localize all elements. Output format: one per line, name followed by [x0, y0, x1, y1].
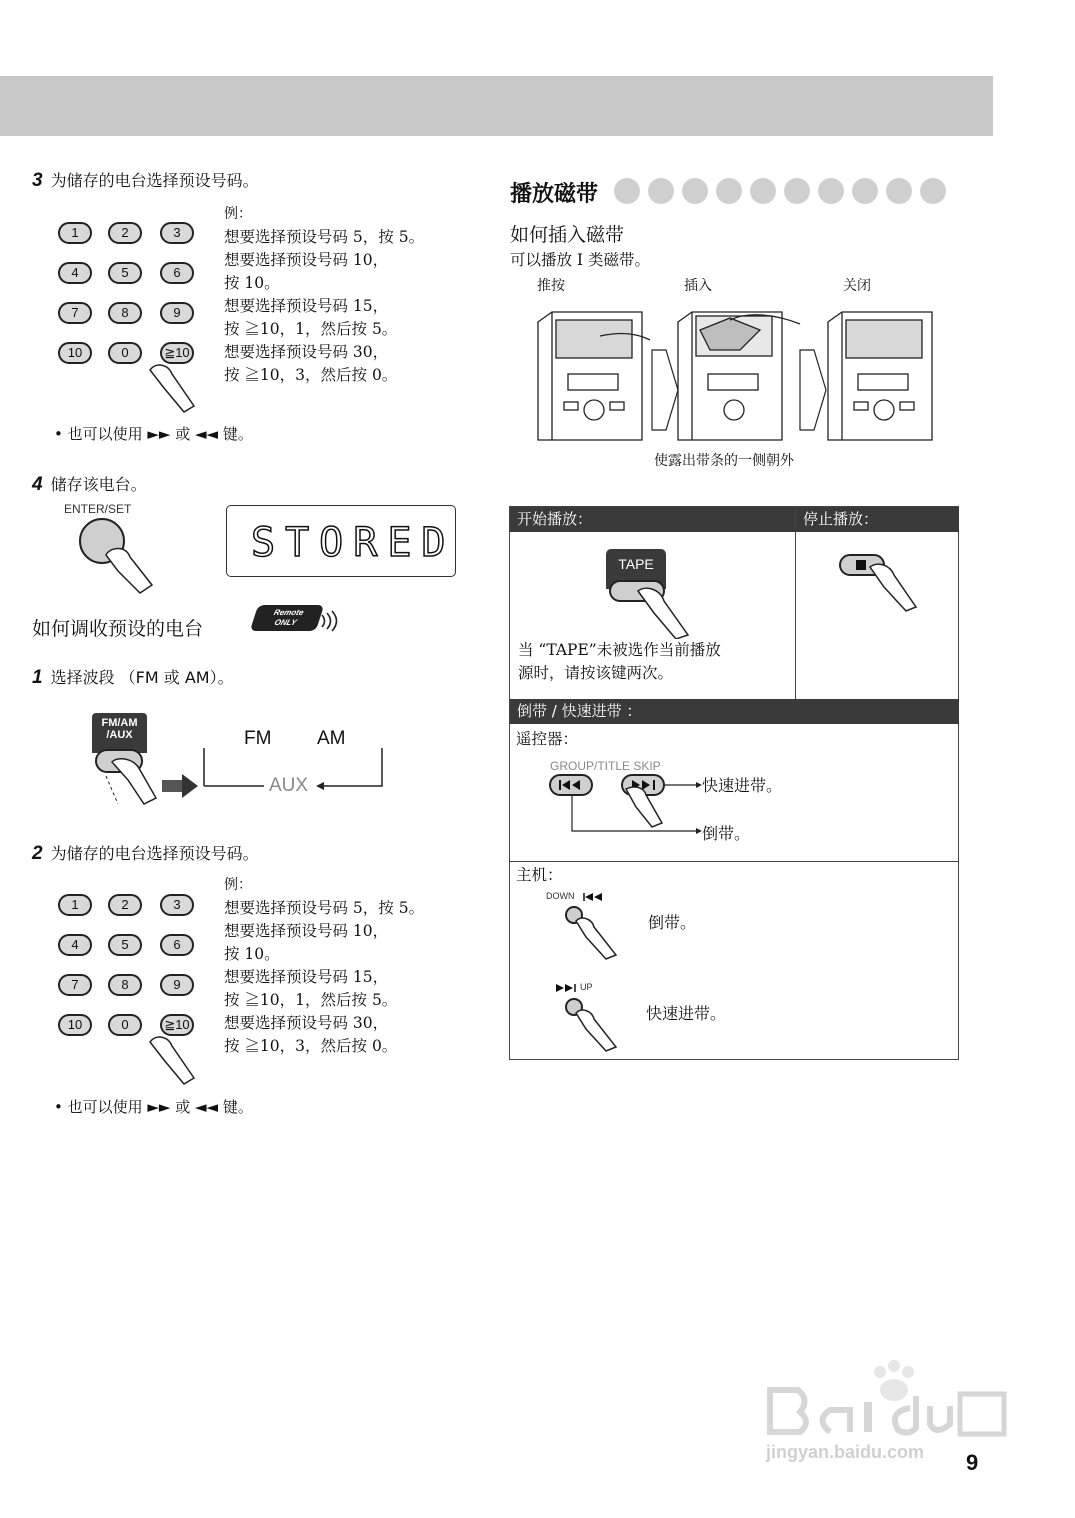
keypad-key[interactable]: 5: [108, 262, 142, 284]
insert-tape-subtitle: 可以播放 I 类磁带。: [510, 251, 650, 269]
remote-label: 遥控器：: [516, 730, 579, 748]
keypad-key[interactable]: 10: [58, 342, 92, 364]
deck-closed: [828, 312, 932, 440]
band-cycle-diagram: [88, 748, 388, 808]
decorative-dot: [852, 178, 878, 204]
rew-ff-header: 倒带 / 快速进带 ：: [510, 699, 959, 724]
decorative-dot: [886, 178, 912, 204]
example-line: 想要选择预设号码 5，按 5。: [224, 228, 425, 246]
example-title: 例：: [224, 877, 252, 893]
group-title-skip-label: GROUP/TITLE SKIP: [550, 759, 661, 773]
example-line: 按 ≧10，1，然后按 5。: [224, 991, 398, 1009]
keypad-key[interactable]: 2: [108, 894, 142, 916]
keypad-key[interactable]: 7: [58, 302, 92, 324]
example-line: 按 10。: [224, 945, 280, 963]
keypad-key[interactable]: 7: [58, 974, 92, 996]
remote-skip-buttons: [546, 773, 706, 847]
example-title: 例：: [224, 206, 252, 222]
step-number: 4: [32, 474, 43, 495]
badge-line-2: ONLY: [273, 618, 298, 627]
example-line: 想要选择预设号码 10，: [224, 922, 389, 940]
label-insert: 插入: [684, 278, 712, 294]
column-divider: [795, 507, 796, 699]
start-note-line-1: 当 “TAPE”未被选作当前播放: [518, 641, 721, 659]
insert-caption: 使露出带条的一侧朝外: [654, 453, 794, 469]
stop-play-header: 停止播放：: [796, 507, 959, 532]
tape-insert-illustrations: [530, 300, 940, 442]
signal-waves-icon: [318, 610, 344, 632]
keypad-key[interactable]: 1: [58, 894, 92, 916]
example-block: [224, 874, 424, 1058]
keypad-key[interactable]: 4: [58, 934, 92, 956]
example-line: 想要选择预设号码 30，: [224, 343, 389, 361]
example-line: 按 ≧10，3，然后按 0。: [224, 366, 398, 384]
label-push: 推按: [537, 278, 565, 294]
preset-tune-heading: 如何调收预设的电台: [32, 618, 204, 640]
keypad-key[interactable]: 0: [108, 1014, 142, 1036]
enter-set-button-illustration: [70, 515, 170, 595]
header-band: [0, 76, 993, 136]
step-text: 储存该电台。: [50, 475, 147, 494]
keypad-key[interactable]: 9: [160, 302, 194, 324]
example-line: 按 ≧10，3，然后按 0。: [224, 1037, 398, 1055]
step-4: [32, 472, 147, 496]
keypad-key[interactable]: 6: [160, 934, 194, 956]
skip-note: • 也可以使用 ►► 或 ◄◄ 键。: [54, 1098, 253, 1116]
band-label-line-2: /AUX: [106, 729, 133, 741]
operations-panel: [509, 506, 959, 1060]
example-line: 想要选择预设号码 15，: [224, 297, 389, 315]
start-play-header: 开始播放：: [510, 507, 795, 532]
step-number: 2: [32, 843, 43, 864]
keypad-key[interactable]: 10: [58, 1014, 92, 1036]
skip-forward-icon: [554, 983, 578, 993]
example-line: 按 10。: [224, 274, 280, 292]
keypad-key[interactable]: 2: [108, 222, 142, 244]
tape-button-label: TAPE: [606, 549, 666, 589]
step-1: [32, 665, 234, 689]
main-unit-label: 主机：: [516, 866, 563, 884]
start-play-note: [518, 639, 721, 685]
badge-line-1: Remote: [272, 608, 305, 617]
decorative-dot: [716, 178, 742, 204]
rew-text: 倒带。: [702, 824, 751, 843]
band-label-line-1: FM/AM: [101, 717, 138, 729]
page-number: 9: [966, 1450, 979, 1475]
label-close: 关闭: [843, 278, 871, 294]
keypad-key[interactable]: ≧10: [160, 1014, 194, 1036]
decorative-dot: [920, 178, 946, 204]
deck-push: [538, 312, 650, 440]
row-divider: [510, 861, 959, 862]
band-am: AM: [317, 728, 346, 749]
keypad-key[interactable]: 6: [160, 262, 194, 284]
keypad-key[interactable]: 5: [108, 934, 142, 956]
keypad: [58, 222, 208, 402]
tape-button-illustration[interactable]: [604, 577, 714, 639]
pressing-finger-illustration: [142, 354, 222, 414]
fm-am-aux-button-label: [92, 713, 147, 753]
keypad-key[interactable]: 3: [160, 894, 194, 916]
band-fm: FM: [244, 728, 272, 749]
up-label: UP: [580, 982, 593, 992]
decorative-dot: [648, 178, 674, 204]
deck-insert: [678, 312, 800, 440]
ff-text: 快速进带。: [702, 776, 783, 795]
keypad-key[interactable]: 8: [108, 302, 142, 324]
decorative-dot: [784, 178, 810, 204]
decorative-dot: [614, 178, 640, 204]
example-block: [224, 203, 424, 387]
example-line: 想要选择预设号码 15，: [224, 968, 389, 986]
example-line: 想要选择预设号码 10，: [224, 251, 389, 269]
start-note-line-2: 源时，请按该键两次。: [518, 664, 674, 682]
decorative-dots: [614, 178, 959, 206]
tape-section-title: 播放磁带: [510, 182, 599, 207]
main-down-button[interactable]: [560, 903, 640, 963]
enter-set-label: ENTER/SET: [64, 502, 132, 516]
keypad-key[interactable]: 3: [160, 222, 194, 244]
step-text: 选择波段 （FM 或 AM）。: [50, 668, 234, 687]
step-2: [32, 841, 259, 865]
display-text: STORED: [251, 520, 456, 566]
skip-back-icon: [582, 892, 606, 902]
watermark-url: jingyan.baidu.com: [766, 1442, 925, 1462]
step-text: 为储存的电台选择预设号码。: [50, 171, 259, 190]
band-aux: AUX: [269, 775, 309, 796]
decorative-dot: [750, 178, 776, 204]
keypad-key[interactable]: 8: [108, 974, 142, 996]
step-number: 1: [32, 667, 43, 688]
main-ff-text: 快速进带。: [646, 1004, 727, 1023]
keypad-key[interactable]: 1: [58, 222, 92, 244]
insert-tape-heading: 如何插入磁带: [510, 224, 625, 246]
keypad: [58, 894, 208, 1074]
decorative-dot: [682, 178, 708, 204]
main-rew-text: 倒带。: [648, 913, 697, 932]
baidu-watermark-logo: [760, 1360, 1010, 1440]
keypad-key[interactable]: ≧10: [160, 342, 194, 364]
step-text: 为储存的电台选择预设号码。: [50, 844, 259, 863]
keypad-key[interactable]: 9: [160, 974, 194, 996]
stop-button-illustration[interactable]: [836, 551, 932, 613]
skip-note: • 也可以使用 ►► 或 ◄◄ 键。: [54, 425, 253, 443]
example-line: 想要选择预设号码 5，按 5。: [224, 899, 425, 917]
stop-icon: [856, 560, 866, 570]
keypad-key[interactable]: 4: [58, 262, 92, 284]
pressing-finger-illustration: [142, 1026, 222, 1086]
display-panel: [226, 505, 456, 577]
step-number: 3: [32, 170, 43, 191]
main-up-button[interactable]: [560, 995, 640, 1055]
example-line: 想要选择预设号码 30，: [224, 1014, 389, 1032]
example-line: 按 ≧10，1，然后按 5。: [224, 320, 398, 338]
skip-back-button: [550, 775, 592, 795]
remote-only-badge: [250, 605, 324, 631]
keypad-key[interactable]: 0: [108, 342, 142, 364]
step-3: [32, 168, 259, 192]
down-label: DOWN: [546, 891, 575, 901]
decorative-dot: [818, 178, 844, 204]
